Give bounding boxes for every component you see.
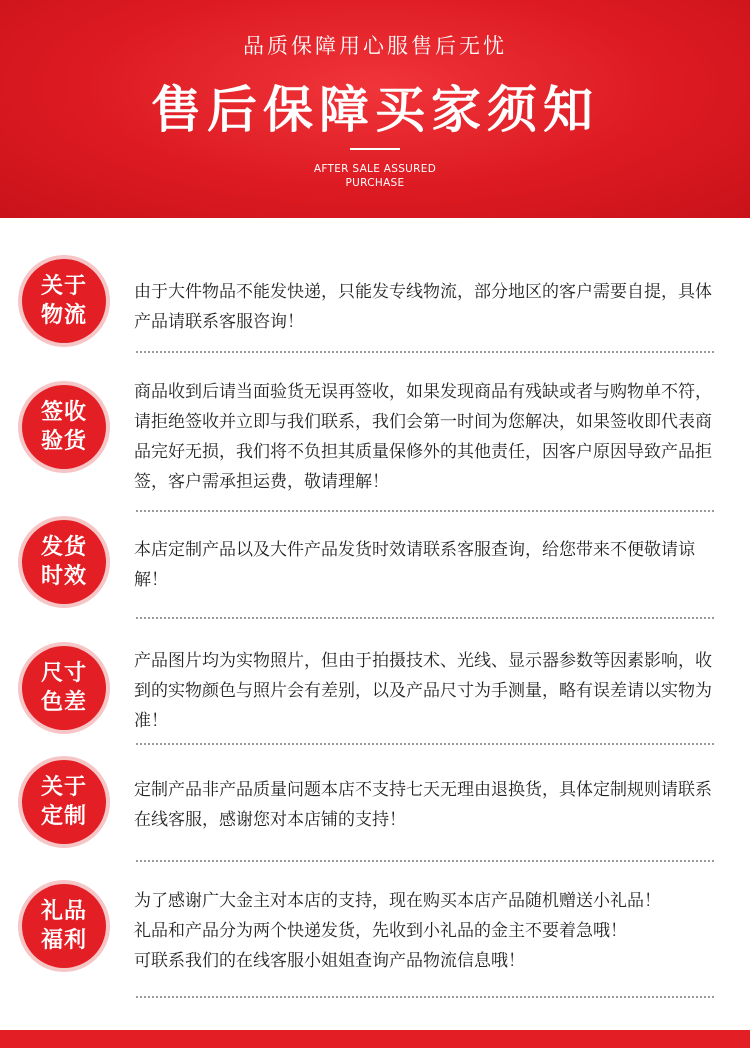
badge-label: [22, 897, 106, 955]
notice-text-line2: 礼品和产品分为两个快递发货，先收到小礼品的金主不要着急哦！: [134, 921, 627, 941]
divider-line: [350, 148, 400, 150]
badge-label: [22, 533, 106, 591]
badge-label-line1: 关于: [40, 274, 87, 299]
header-subtitle: 品质保障用心服售后无忧: [243, 34, 507, 58]
dotted-divider: [136, 617, 714, 619]
footer-bar: [0, 1030, 750, 1048]
notice-text: 定制产品非产品质量问题本店不支持七天无理由退换货，具体定制规则请联系在线客服，感谢您对本店铺的支持！: [134, 780, 712, 830]
badge-label-line2: 时效: [40, 564, 87, 589]
dotted-divider: [136, 351, 714, 353]
dotted-divider: [136, 743, 714, 745]
badge-label-line2: 定制: [40, 804, 87, 829]
dotted-divider: [136, 510, 714, 512]
badge-label: [22, 272, 106, 330]
dotted-divider: [136, 996, 714, 998]
header-banner: [0, 0, 750, 218]
badge-label-line1: 发货: [40, 535, 87, 560]
badge-label-line1: 关于: [40, 775, 87, 800]
badge-inspection: [22, 385, 106, 469]
badge-label-line1: 签收: [40, 400, 87, 425]
badge-label-line2: 验货: [40, 429, 87, 454]
badge-gifts: [22, 884, 106, 968]
badge-label-line1: 尺寸: [40, 661, 87, 686]
notice-text: [134, 886, 719, 976]
page-title: 售后保障买家须知: [151, 81, 599, 139]
english-subtitle: [0, 162, 750, 190]
badge-label: [22, 398, 106, 456]
badge-customization: [22, 760, 106, 844]
notice-text-line1: 为了感谢广大金主对本店的支持，现在购买本店产品随机赠送小礼品！: [134, 891, 661, 911]
notice-text: 商品收到后请当面验货无误再签收，如果发现商品有残缺或者与购物单不符，请拒绝签收并立即与我们联系，我们会第一时间为您解决，如果签收即代表商品完好无损，我们将不负担其质量保修外的其他责任，因客户原因导致产品拒签，客户需承担运费，敬请理解！: [134, 382, 712, 492]
badge-label-line2: 色差: [40, 690, 87, 715]
english-subtitle-line2: PURCHASE: [345, 177, 405, 189]
dotted-divider: [136, 860, 714, 862]
notice-text: 由于大件物品不能发快递，只能发专线物流，部分地区的客户需要自提，具体产品请联系客服咨询！: [134, 282, 712, 332]
notice-text-line3: 可联系我们的在线客服小姐姐查询产品物流信息哦！: [134, 951, 525, 971]
english-subtitle-line1: AFTER SALE ASSURED: [313, 163, 437, 175]
notice-text: 本店定制产品以及大件产品发货时效请联系客服查询，给您带来不便敬请谅解！: [134, 540, 695, 590]
badge-size-color: [22, 646, 106, 730]
badge-label: [22, 773, 106, 831]
badge-logistics: [22, 259, 106, 343]
badge-label-line1: 礼品: [40, 899, 87, 924]
badge-shipping-time: [22, 520, 106, 604]
badge-label-line2: 物流: [40, 303, 87, 328]
badge-label-line2: 福利: [40, 928, 87, 953]
badge-label: [22, 659, 106, 717]
notice-text: 产品图片均为实物照片，但由于拍摄技术、光线、显示器参数等因素影响，收到的实物颜色与照片会有差别，以及产品尺寸为手测量，略有误差请以实物为准！: [134, 651, 712, 731]
